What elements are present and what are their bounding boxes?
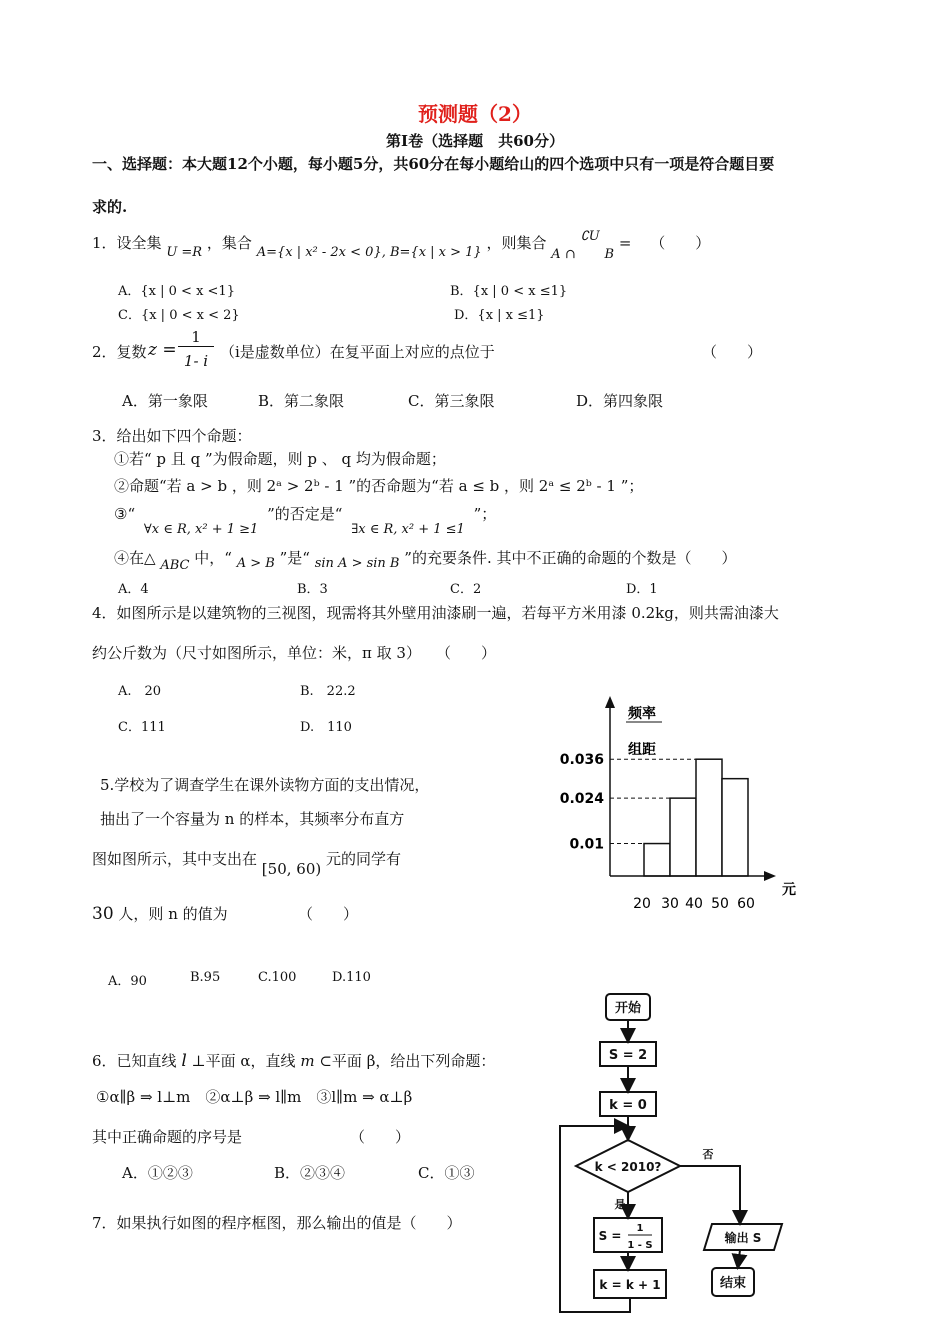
flow-update-s-den: 1 - S [627,1240,653,1251]
q3-stem: 3．给出如下四个命题： [92,427,252,445]
frequency-histogram [550,690,810,920]
histogram-x-tick: 50 [711,896,729,912]
q1-universal-set: U =R [166,245,203,260]
q1-option-a[interactable]: A．{x | 0 < x <1} [118,284,235,299]
y-axis-label-bottom: 组距 [628,742,656,758]
section-instruction-line2: 求的. [92,198,128,216]
q5-option-b[interactable]: B.95 [190,970,221,985]
histogram-y-tick: 0.01 [569,836,604,853]
q5-line1: 5.学校为了调查学生在课外读物方面的支出情况， [100,776,430,794]
histogram-x-tick: 60 [737,896,755,912]
q2-option-d[interactable]: D．第四象限 [576,392,664,410]
q5-line4: 30 人，则 n 的值为 [92,904,228,924]
q2-stem-tail: （i是虚数单位）在复平面上对应的点位于 [220,343,495,361]
flow-s-init-label: S = 2 [608,1048,648,1063]
program-flowchart [550,990,810,1320]
histogram-bar-2 [670,798,696,876]
section-subtitle: 第Ⅰ卷（选择题 共60分） [386,132,564,150]
x-axis-label: 元 [782,882,796,898]
q5-option-c[interactable]: C.100 [258,970,297,985]
histogram-bar-1 [644,844,670,876]
q3-prop-4: ④在△ ABC 中，“ A > B ”是“ sin A > sin B ”的充要条件. 其中不正确的命题的个数是（ ） [114,549,737,573]
q2-z: z = [148,340,177,360]
flow-start-label: 开始 [614,1001,642,1016]
q4-line2: 约公斤数为（尺寸如图所示，单位：米，π 取 3） （ ） [92,644,496,662]
y-axis-arrow [605,696,615,708]
histogram-x-tick: 20 [633,896,651,912]
q2-answer-paren: （ ） [702,343,763,361]
q2-fraction-denominator: 1- i [183,352,209,370]
q3-prop-2: ②命题“若 a > b ，则 2ᵃ > 2ᵇ - 1 ”的否命题为“若 a ≤ b ，则 2ᵃ ≤ 2ᵇ - 1 ”； [114,477,644,495]
q3-option-b[interactable]: B．3 [297,582,328,597]
q3-prop-3: ③“ ∀x ∈ R, x² + 1 ≥1 ”的否定是“ ∃x ∈ R, x² + 1 ≤1 ”； [114,505,497,537]
q1-answer-expr: A ∩ [551,247,576,262]
flow-end-label: 结束 [719,1276,747,1291]
flow-yes-label: 是 [614,1198,626,1211]
q3-option-d[interactable]: D．1 [626,582,658,597]
q4-option-c[interactable]: C．111 [118,720,166,735]
q1-option-b[interactable]: B．{x | 0 < x ≤1} [450,284,568,299]
q2-option-c[interactable]: C．第三象限 [408,392,495,410]
q5-line3: 图如图所示，其中支出在 [50, 60) 元的同学有 [92,850,402,878]
q6-answer-paren: （ ） [350,1128,411,1146]
flow-no-label: 否 [702,1148,714,1161]
q3-option-c[interactable]: C．2 [450,582,482,597]
x-axis-arrow [764,871,776,881]
q5-line2: 抽出了一个容量为 n 的样本，其频率分布直方 [100,810,405,828]
flow-output-label: 输出 S [724,1231,762,1245]
q4-option-d[interactable]: D. 110 [300,720,352,735]
histogram-x-tick: 40 [685,896,703,912]
q6-line1: 6．已知直线 l ⊥平面 α，直线 m ⊂平面 β，给出下列命题： [92,1051,496,1071]
q1-answer-paren: （ ） [650,234,711,252]
q7-line1: 7．如果执行如图的程序框图，那么输出的值是（ ） [92,1214,462,1232]
flow-update-s-num: 1 [636,1223,644,1234]
histogram-bar-3 [696,759,722,876]
q6-option-b[interactable]: B．②③④ [274,1164,346,1182]
q6-option-c[interactable]: C．①③ [418,1164,475,1182]
q2-fraction-numerator: 1 [178,328,214,347]
flow-update-k-label: k = k + 1 [599,1278,661,1292]
flow-condition-label: k < 2010? [594,1160,662,1174]
flow-k-init-label: k = 0 [609,1098,647,1113]
q3-option-a[interactable]: A．4 [118,582,149,597]
histogram-y-tick: 0.036 [559,752,604,769]
histogram-x-tick: 30 [661,896,679,912]
q1-option-c[interactable]: C．{x | 0 < x < 2} [118,308,240,323]
q6-propositions: ①α∥β ⇒ l⊥m ②α⊥β ⇒ l∥m ③l∥m ⇒ α⊥β [96,1088,413,1106]
q4-option-b[interactable]: B. 22.2 [300,684,356,699]
flow-update-s-label: S = [598,1229,622,1243]
q5-option-a[interactable]: A．90 [108,974,147,989]
y-axis-label-top: 频率 [628,706,656,722]
histogram-y-tick: 0.024 [559,791,604,808]
page-title: 预测题（2） [418,102,532,126]
q1-set-definitions: A={x | x² - 2x < 0}, B={x | x > 1} [256,245,482,260]
q6-option-a[interactable]: A．①②③ [122,1164,193,1182]
q1-option-d[interactable]: D．{x | x ≤1} [454,308,545,323]
q5-option-d[interactable]: D.110 [332,970,371,985]
q1-stem: 1．设全集 U =R ，集合 A={x | x² - 2x < 0}, B={x | x > 1} ，则集合 A ∩ ∁U B = （ ） [92,229,711,262]
q6-line3: 其中正确命题的序号是 [92,1128,243,1146]
q5-answer-paren: （ ） [298,905,359,923]
q2-option-a[interactable]: A．第一象限 [122,392,208,410]
q4-option-a[interactable]: A. 20 [118,684,162,699]
section-instruction-line1: 一、选择题：本大题12个小题，每小题5分，共60分在每小题给山的四个选项中只有一项是符合题目要 [92,155,775,173]
q2-stem-label: 2．复数 [92,343,147,361]
q4-line1: 4．如图所示是以建筑物的三视图，现需将其外壁用油漆刷一遍，若每平方米用漆 0.2kg，则共需油漆大 [92,604,779,622]
q2-option-b[interactable]: B．第二象限 [258,392,345,410]
q3-prop-1: ①若“ p 且 q ”为假命题，则 p 、 q 均为假命题； [114,450,446,468]
histogram-bar-4 [722,779,748,876]
